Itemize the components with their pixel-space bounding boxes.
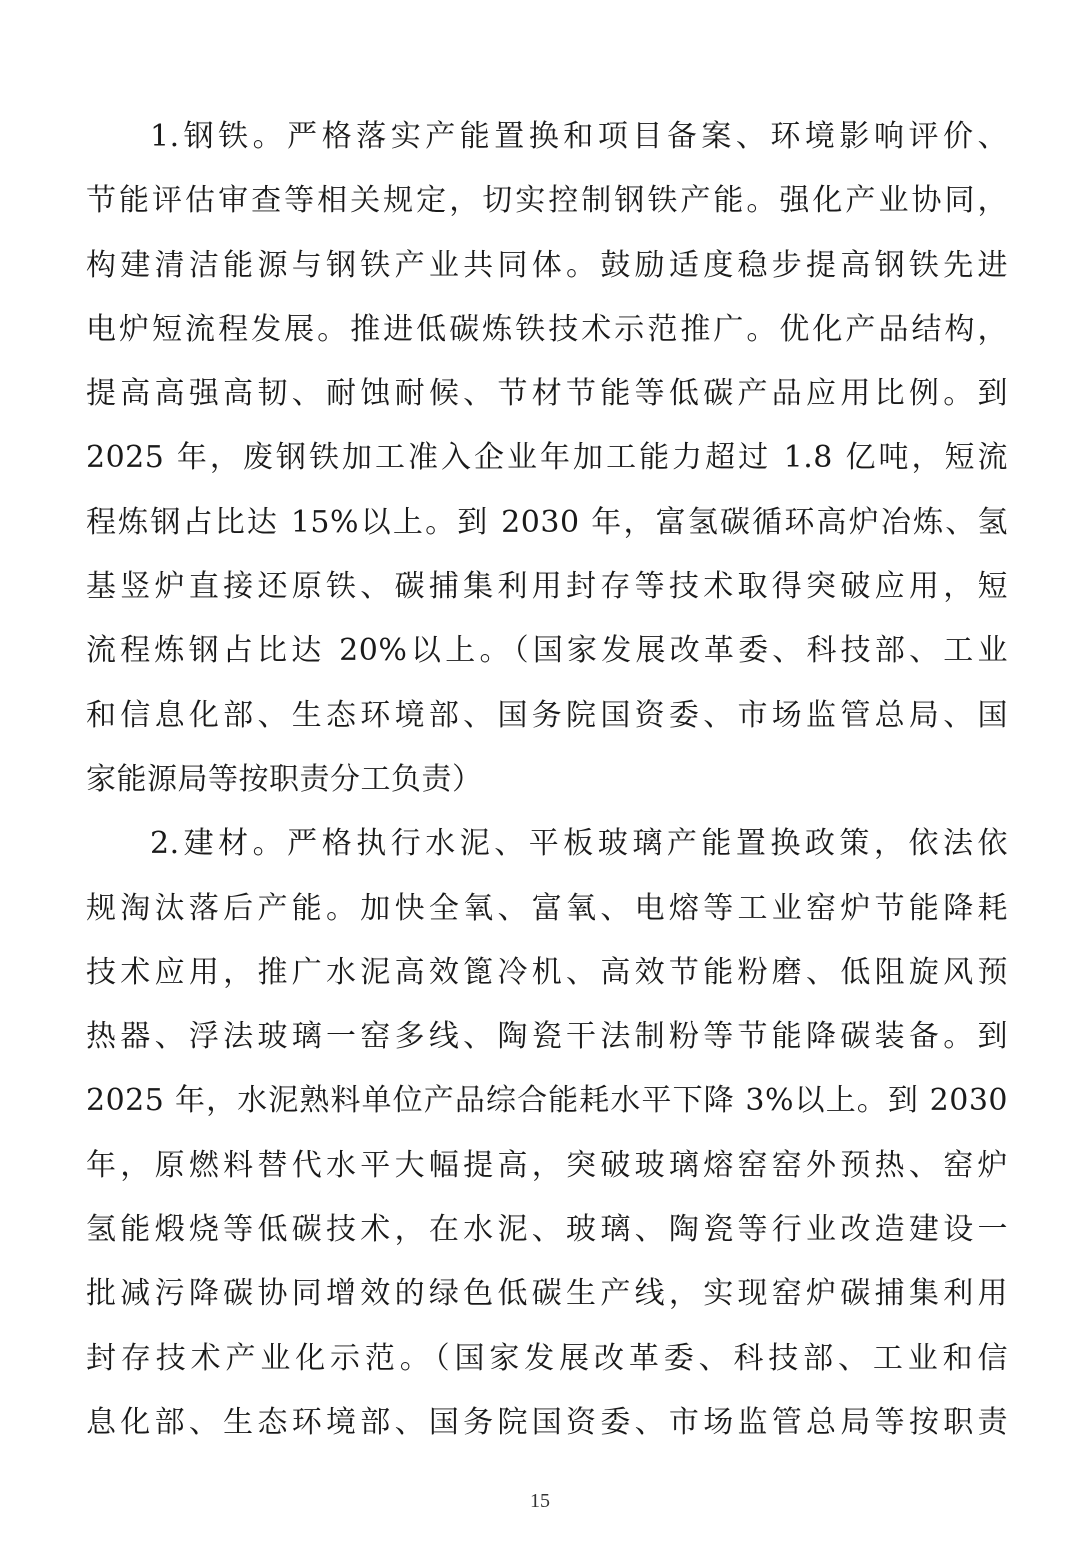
paragraph-steel-line: 基竖炉直接还原铁、碳捕集利用封存等技术取得突破应用，短 <box>86 569 1008 605</box>
paragraph-building-materials-line: 封存技术产业化示范。（国家发展改革委、科技部、工业和信 <box>86 1340 1008 1376</box>
paragraph-steel-line: 流程炼钢占比达 20%以上。（国家发展改革委、科技部、工业 <box>86 633 1008 669</box>
body-text <box>86 105 1008 1455</box>
paragraph-building-materials-line: 氢能煅烧等低碳技术，在水泥、玻璃、陶瓷等行业改造建设一 <box>86 1212 1008 1248</box>
paragraph-steel-line: 节能评估审查等相关规定，切实控制钢铁产能。强化产业协同， <box>86 183 1008 219</box>
paragraph-building-materials-line: 热器、浮法玻璃一窑多线、陶瓷干法制粉等节能降碳装备。到 <box>86 1019 1008 1055</box>
paragraph-building-materials-line: 技术应用，推广水泥高效篦冷机、高效节能粉磨、低阻旋风预 <box>86 954 1008 990</box>
paragraph-building-materials-line: 2025 年，水泥熟料单位产品综合能耗水平下降 3%以上。到 2030 <box>86 1083 1008 1119</box>
paragraph-steel-line: 电炉短流程发展。推进低碳炼铁技术示范推广。优化产品结构， <box>86 311 1008 347</box>
paragraph-steel-line: 提高高强高韧、耐蚀耐候、节材节能等低碳产品应用比例。到 <box>86 376 1008 412</box>
paragraph-steel-line: 1.钢铁。严格落实产能置换和项目备案、环境影响评价、 <box>150 119 1008 154</box>
paragraph-building-materials-line: 年，原燃料替代水平大幅提高，突破玻璃熔窑窑外预热、窑炉 <box>86 1147 1008 1183</box>
paragraph-building-materials-line: 规淘汰落后产能。加快全氧、富氧、电熔等工业窑炉节能降耗 <box>86 890 1008 926</box>
paragraph-building-materials-line: 2.建材。严格执行水泥、平板玻璃产能置换政策，依法依 <box>150 826 1008 862</box>
paragraph-steel-line: 和信息化部、生态环境部、国务院国资委、市场监管总局、国 <box>86 697 1008 733</box>
paragraph-steel-line: 构建清洁能源与钢铁产业共同体。鼓励适度稳步提高钢铁先进 <box>86 247 1008 283</box>
paragraph-steel-line: 程炼钢占比达 15%以上。到 2030 年，富氢碳循环高炉冶炼、氢 <box>86 504 1008 540</box>
paragraph-steel-line: 2025 年，废钢铁加工准入企业年加工能力超过 1.8 亿吨，短流 <box>86 440 1008 476</box>
page-number: 15 <box>530 1490 550 1512</box>
paragraph-building-materials-line: 息化部、生态环境部、国务院国资委、市场监管总局等按职责 <box>86 1404 1008 1440</box>
paragraph-building-materials-line: 批减污降碳协同增效的绿色低碳生产线，实现窑炉碳捕集利用 <box>86 1276 1008 1312</box>
paragraph-steel-line: 家能源局等按职责分工负责） <box>86 761 483 797</box>
